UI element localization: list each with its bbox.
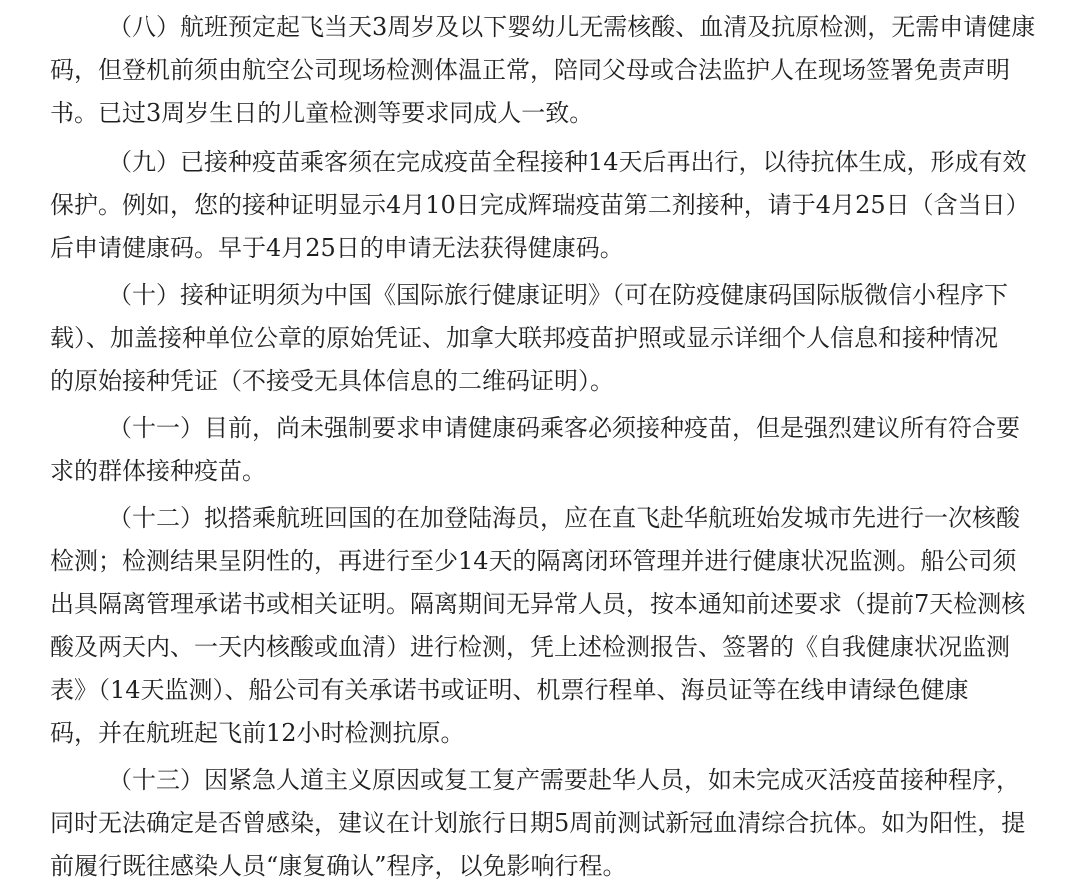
paragraph-12-line-2: 检测；检测结果呈阴性的，再进行至少14天的隔离闭环管理并进行健康状况监测。船公司须 (50, 547, 1017, 575)
paragraph-13-line-1: （十三）因紧急人道主义原因或复工复产需要赴华人员，如未完成灭活疫苗接种程序， (108, 766, 1020, 794)
paragraph-11-line-2: 求的群体接种疫苗。 (50, 457, 266, 485)
paragraph-12-line-3: 出具隔离管理承诺书或相关证明。隔离期间无异常人员，按本通知前述要求（提前7天检测核 (50, 590, 1026, 618)
paragraph-12-line-1: （十二）拟搭乘航班回国的在加登陆海员，应在直飞赴华航班始发城市先进行一次核酸 (108, 504, 1020, 532)
paragraph-8-line-3: 书。已过3周岁生日的儿童检测等要求同成人一致。 (50, 99, 594, 127)
paragraph-12-line-5: 表》（14天监测）、船公司有关承诺书或证明、机票行程单、海员证等在线申请绿色健康 (50, 676, 969, 704)
paragraph-12-line-4: 酸及两天内、一天内核酸或血清）进行检测，凭上述检测报告、签署的《自我健康状况监测 (50, 633, 1010, 661)
paragraph-12-line-6: 码，并在航班起飞前12小时检测抗原。 (50, 719, 465, 747)
paragraph-13-line-2: 同时无法确定是否曾感染，建议在计划旅行日期5周前测试新冠血清综合抗体。如为阳性，提 (50, 809, 1026, 837)
paragraph-8-line-2: 码，但登机前须由航空公司现场检测体温正常，陪同父母或合法监护人在现场签署免责声明 (50, 56, 1010, 84)
paragraph-10-line-2: 载）、加盖接种单位公章的原始凭证、加拿大联邦疫苗护照或显示详细个人信息和接种情况 (50, 324, 998, 352)
paragraph-10-line-1: （十）接种证明须为中国《国际旅行健康证明》（可在防疫健康码国际版微信小程序下 (108, 281, 1008, 309)
paragraph-9-line-2: 保护。例如，您的接种证明显示4月10日完成辉瑞疫苗第二剂接种，请于4月25日（含当日） (50, 191, 1030, 219)
paragraph-13-line-3: 前履行既往感染人员“康复确认”程序，以免影响行程。 (50, 852, 627, 880)
paragraph-11-line-1: （十一）目前，尚未强制要求申请健康码乘客必须接种疫苗，但是强烈建议所有符合要 (108, 414, 1020, 442)
paragraph-8-line-1: （八）航班预定起飞当天3周岁及以下婴幼儿无需核酸、血清及抗原检测，无需申请健康 (108, 13, 1036, 41)
paragraph-10-line-3: 的原始接种凭证（不接受无具体信息的二维码证明）。 (50, 367, 614, 395)
paragraph-9-line-3: 后申请健康码。早于4月25日的申请无法获得健康码。 (50, 234, 624, 262)
paragraph-9-line-1: （九）已接种疫苗乘客须在完成疫苗全程接种14天后再出行，以待抗体生成，形成有效 (108, 148, 1027, 176)
